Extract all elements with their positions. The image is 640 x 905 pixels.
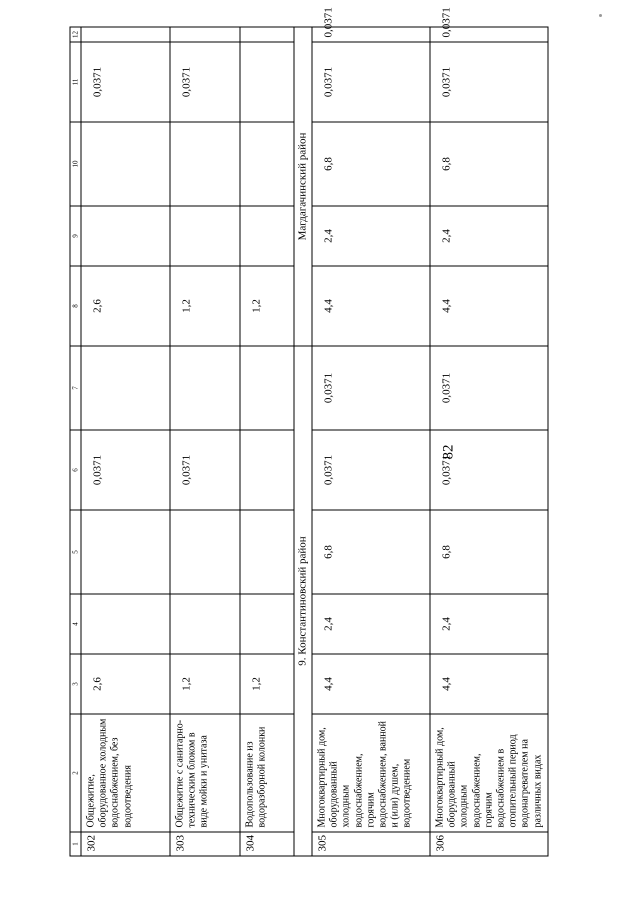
cell: 0,0371 (312, 346, 430, 430)
cell: 0,0371 (81, 42, 170, 122)
region-header-row (294, 27, 312, 856)
cell: 6,8 (430, 510, 548, 594)
cell: 0,0371 (430, 27, 548, 42)
row-number: 303 (170, 832, 240, 856)
cell: 0,0371 (312, 430, 430, 510)
column-number-row (70, 27, 81, 856)
cell: 4,4 (312, 654, 430, 714)
cell: 6,8 (430, 122, 548, 206)
cell (170, 594, 240, 654)
row-number: 305 (312, 832, 430, 856)
col-header: 10 (70, 122, 81, 206)
row-description: Водопользование из водоразборной колонки (240, 714, 294, 832)
col-header: 7 (70, 346, 81, 430)
cell (240, 510, 294, 594)
col-header: 1 (70, 832, 81, 856)
cell (81, 27, 170, 42)
table-row (81, 27, 170, 856)
cell (170, 346, 240, 430)
row-description: Общежитие с санитарно-техническим блоком в виде мойки и унитаза (170, 714, 240, 832)
cell: 0,0371 (430, 430, 548, 510)
cell (81, 594, 170, 654)
cell: 2,4 (312, 594, 430, 654)
page-number: 82 (440, 444, 457, 460)
col-header: 8 (70, 266, 81, 346)
cell (170, 510, 240, 594)
cell (240, 430, 294, 510)
cell (240, 594, 294, 654)
cell: 0,0371 (170, 430, 240, 510)
cell: 4,4 (312, 266, 430, 346)
cell (240, 27, 294, 42)
row-description: Многоквартирный дом, оборудованный холодным водоснабжением, горячим водоснабжением в отопительный период водонагревателем на различных видах (430, 714, 548, 832)
scan-dot (599, 14, 602, 17)
table-row (312, 27, 430, 856)
row-description: Общежитие, оборудованное холодным водоснабжением, без водоотведения (81, 714, 170, 832)
row-number: 304 (240, 832, 294, 856)
table-row (430, 27, 548, 856)
cell: 0,0371 (81, 430, 170, 510)
cell: 0,0371 (430, 42, 548, 122)
rotated-table-wrapper (70, 7, 571, 857)
cell (81, 122, 170, 206)
cell: 1,2 (240, 654, 294, 714)
col-header: 4 (70, 594, 81, 654)
col-header: 2 (70, 714, 81, 832)
cell: 2,6 (81, 654, 170, 714)
cell: 6,8 (312, 510, 430, 594)
row-number: 302 (81, 832, 170, 856)
cell: 4,4 (430, 266, 548, 346)
region-label-magdagachinsky: Магдагачинский район (294, 27, 312, 346)
table-row (240, 27, 294, 856)
cell: 4,4 (430, 654, 548, 714)
col-header: 11 (70, 42, 81, 122)
cell: 0,0371 (312, 42, 430, 122)
cell (240, 42, 294, 122)
cell (81, 346, 170, 430)
cell: 0,0371 (170, 42, 240, 122)
cell (240, 122, 294, 206)
cell: 0,0371 (430, 346, 548, 430)
table-row (170, 27, 240, 856)
cell: 2,6 (81, 266, 170, 346)
row-number: 306 (430, 832, 548, 856)
col-header: 3 (70, 654, 81, 714)
norms-table (70, 7, 549, 857)
cell (170, 27, 240, 42)
col-header: 6 (70, 430, 81, 510)
cell (240, 206, 294, 266)
col-header: 5 (70, 510, 81, 594)
col-header: 12 (70, 27, 81, 42)
cell: 1,2 (170, 266, 240, 346)
cell (81, 206, 170, 266)
region-label-konstantinovsky: 9. Константиновский район (294, 346, 312, 856)
row-description: Многоквартирный дом, оборудованный холодным водоснабжением, горячим водоснабжением, ванной и (или) душем, водоотведением (312, 714, 430, 832)
cell: 6,8 (312, 122, 430, 206)
cell: 2,4 (430, 206, 548, 266)
cell: 1,2 (240, 266, 294, 346)
cell: 2,4 (312, 206, 430, 266)
col-header: 9 (70, 206, 81, 266)
cell (240, 346, 294, 430)
cell (170, 206, 240, 266)
cell (170, 122, 240, 206)
cell (81, 510, 170, 594)
cell: 1,2 (170, 654, 240, 714)
cell: 0,0371 (312, 27, 430, 42)
cell: 2,4 (430, 594, 548, 654)
